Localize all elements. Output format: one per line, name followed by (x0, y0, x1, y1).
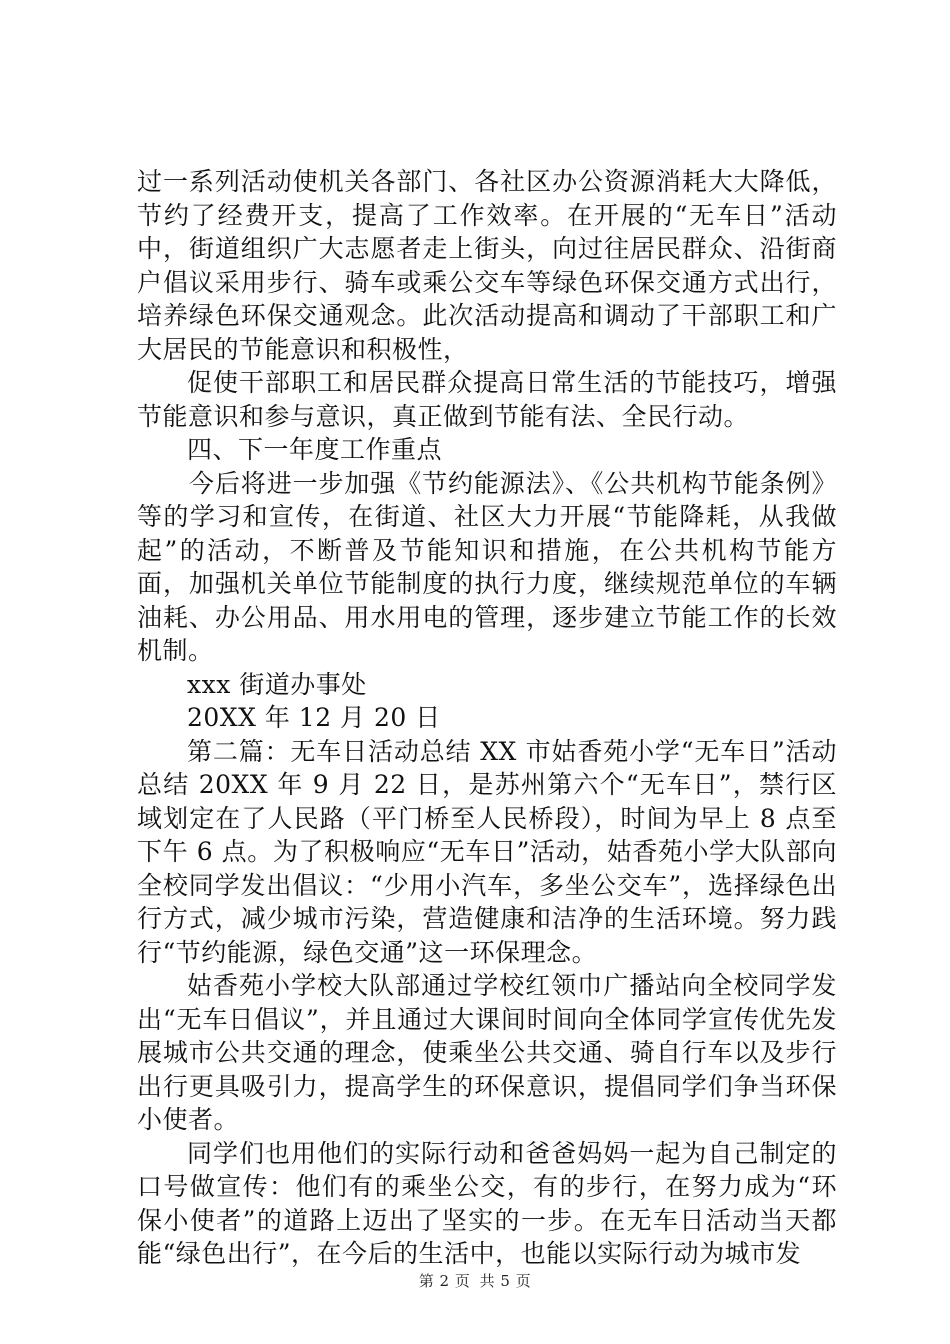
signature-org: xxx 街道办事处 (187, 669, 367, 699)
page-total: 共 5 页 (479, 1272, 532, 1290)
paragraph-6: 同学们也用他们的实际行动和爸爸妈妈一起为自己制定的口号做宣传：他们有的乘坐公交，有的步行，在努力成为“环保小使者”的道路上迈出了坚实的一步。在无车日活动当天都能“绿色出行”，在今后的生活中，也能以实际行动为城市发 (137, 1138, 837, 1268)
paragraph-1: 过一系列活动使机关各部门、各社区办公资源消耗大大降低，节约了经费开支，提高了工作效率。在开展的“无车日”活动中，街道组织广大志愿者走上街头，向过往居民群众、沿街商户倡议采用步行、骑车或乘公交车等绿色环保交通方式出行，培养绿色环保交通观念。此次活动提高和调动了干部职工和广大居民的节能意识和积极性， (137, 167, 837, 364)
signature-date: 20XX 年 12 月 20 日 (187, 703, 441, 732)
document-body (137, 165, 837, 1271)
page-footer (0, 1270, 950, 1291)
section-heading: 四、下一年度工作重点 (187, 435, 443, 464)
page-number: 第 2 页 (418, 1272, 471, 1290)
paragraph-3: 今后将进一步加强《节约能源法》、《公共机构节能条例》等的学习和宣传，在街道、社区大力开展“节能降耗，从我做起”的活动，不断普及节能知识和措施，在公共机构节能方面，加强机关单位节能制度的执行力度，继续规范单位的车辆油耗、办公用品、用水用电的管理，逐步建立节能工作的长效机制。 (137, 468, 837, 665)
paragraph-5: 姑香苑小学校大队部通过学校红领巾广播站向全校同学发出“无车日倡议”，并且通过大课间时间向全体同学宣传优先发展城市公共交通的理念，使乘坐公共交通、骑自行车以及步行出行更具吸引力，提高学生的环保意识，提倡同学们争当环保小使者。 (137, 971, 837, 1134)
paragraph-2: 促使干部职工和居民群众提高日常生活的节能技巧，增强节能意识和参与意识，真正做到节能有法、全民行动。 (137, 368, 837, 431)
paragraph-4: 第二篇：无车日活动总结 XX 市姑香苑小学“无车日”活动总结 20XX 年 9 月 22 日，是苏州第六个“无车日”，禁行区域划定在了人民路（平门桥至人民桥段），时间为早上 8 点至下午 6 点。为了积极响应“无车日”活动，姑香苑小学大队部向全校同学发出倡议：“少用小汽车，多坐公交车”，选择绿色出行方式，减少城市污染，营造健康和洁净的生活环境。努力践行“节约能源，绿色交通”这一环保理念。 (137, 736, 837, 967)
